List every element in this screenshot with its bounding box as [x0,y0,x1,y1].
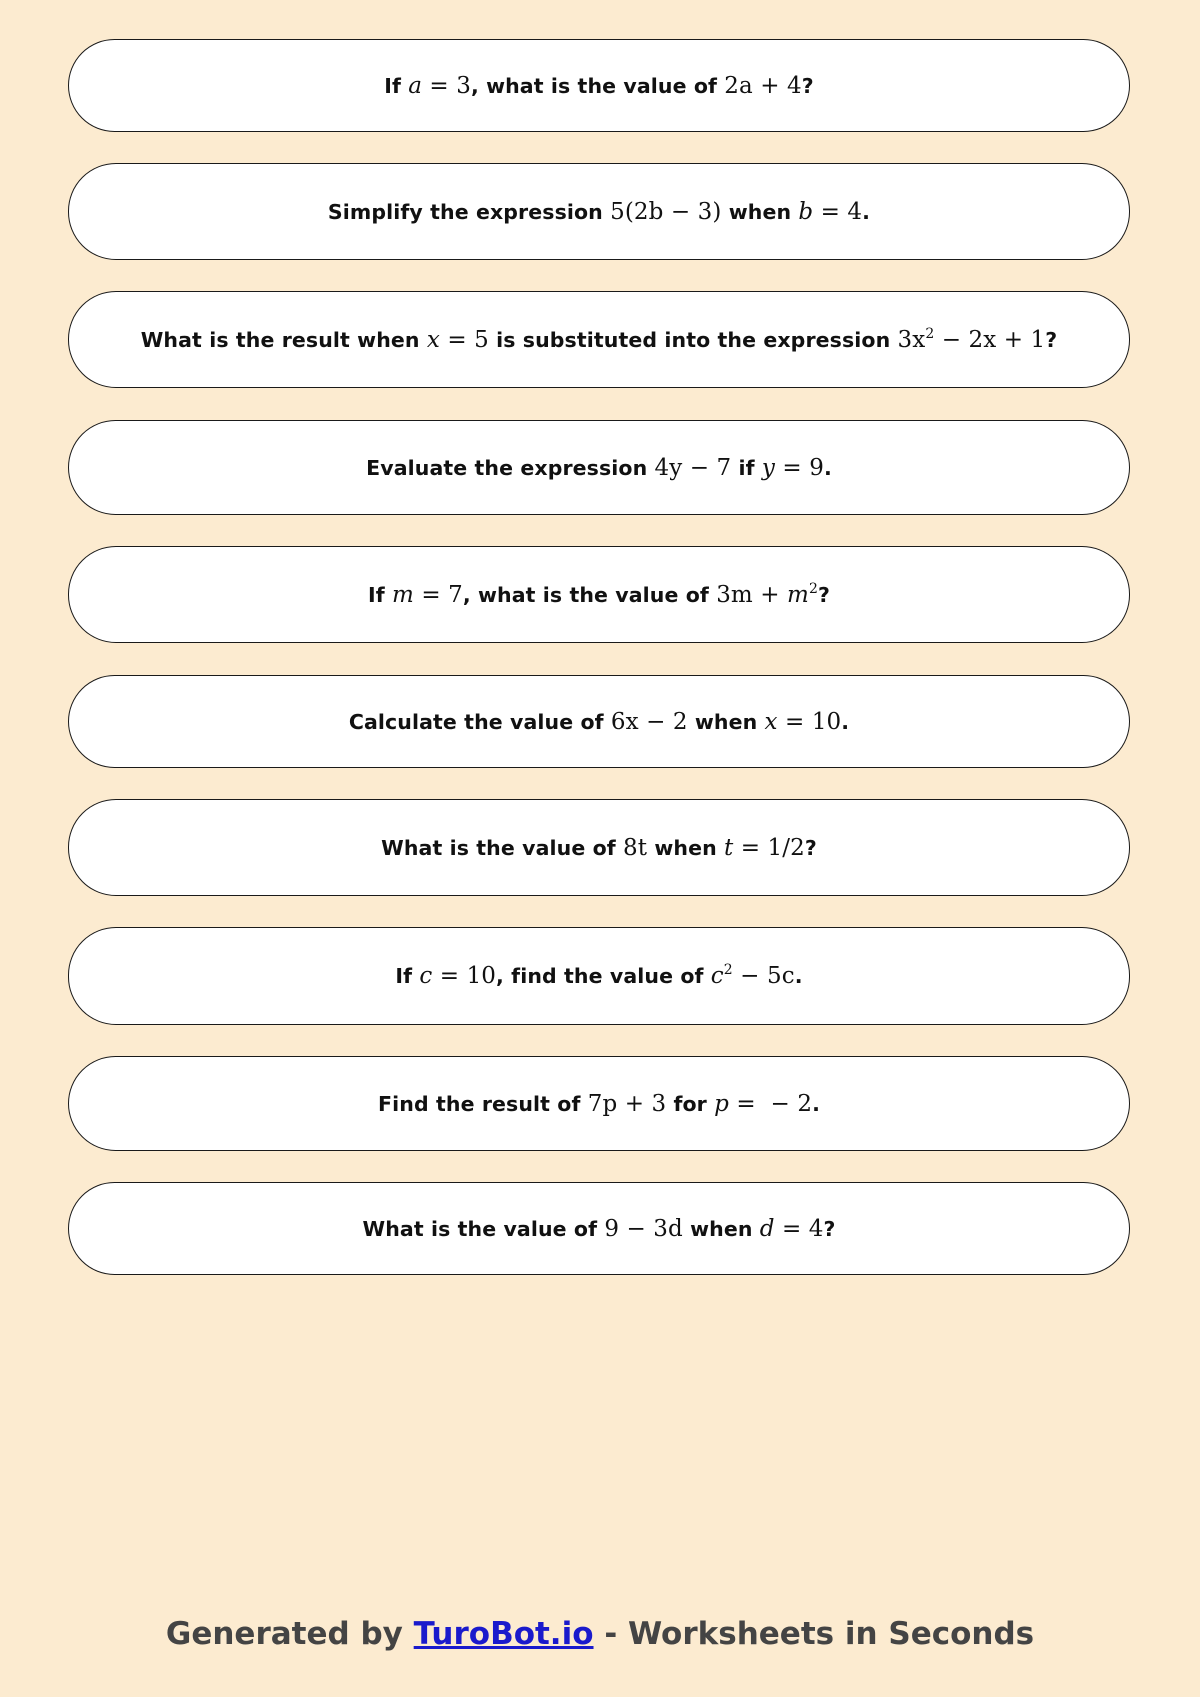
question-card [68,1056,1130,1151]
footer-suffix: - Worksheets in Seconds [604,1616,1035,1652]
question-card [68,927,1130,1025]
footer-prefix: Generated by [165,1616,403,1652]
question-text: If m = 7, what is the value of $3m + m^2$? [368,580,830,608]
question-text: What is the value of 9 − 3d when d = 4? [362,1215,836,1242]
question-card [68,420,1130,515]
question-card [68,163,1130,260]
question-text: Evaluate the expression 4y − 7 if y = 9. [366,454,832,481]
question-card [68,39,1130,132]
question-text: Simplify the expression 5(2b − 3) when b = 4. [327,198,871,225]
question-text: If a = 3, what is the value of 2a + 4? [384,72,814,99]
turobot-link[interactable]: TuroBot.io [413,1616,594,1652]
question-text: If c = 10, find the value of $c^2 - 5c$. [395,962,803,989]
question-text: What is the value of 8t when t = 1/2? [381,834,817,861]
question-card [68,1182,1130,1275]
question-card [68,546,1130,643]
question-card [68,799,1130,896]
question-text: Find the result of 7p + 3 for p = − 2. [378,1090,820,1117]
question-card [68,675,1130,768]
question-text: What is the result when x = 5 is substituted into the expression $3x^2 - 2x + 1$? [140,325,1058,353]
question-card [68,291,1130,388]
question-text: Calculate the value of 6x − 2 when x = 10. [348,708,850,735]
footer [0,1616,1200,1652]
